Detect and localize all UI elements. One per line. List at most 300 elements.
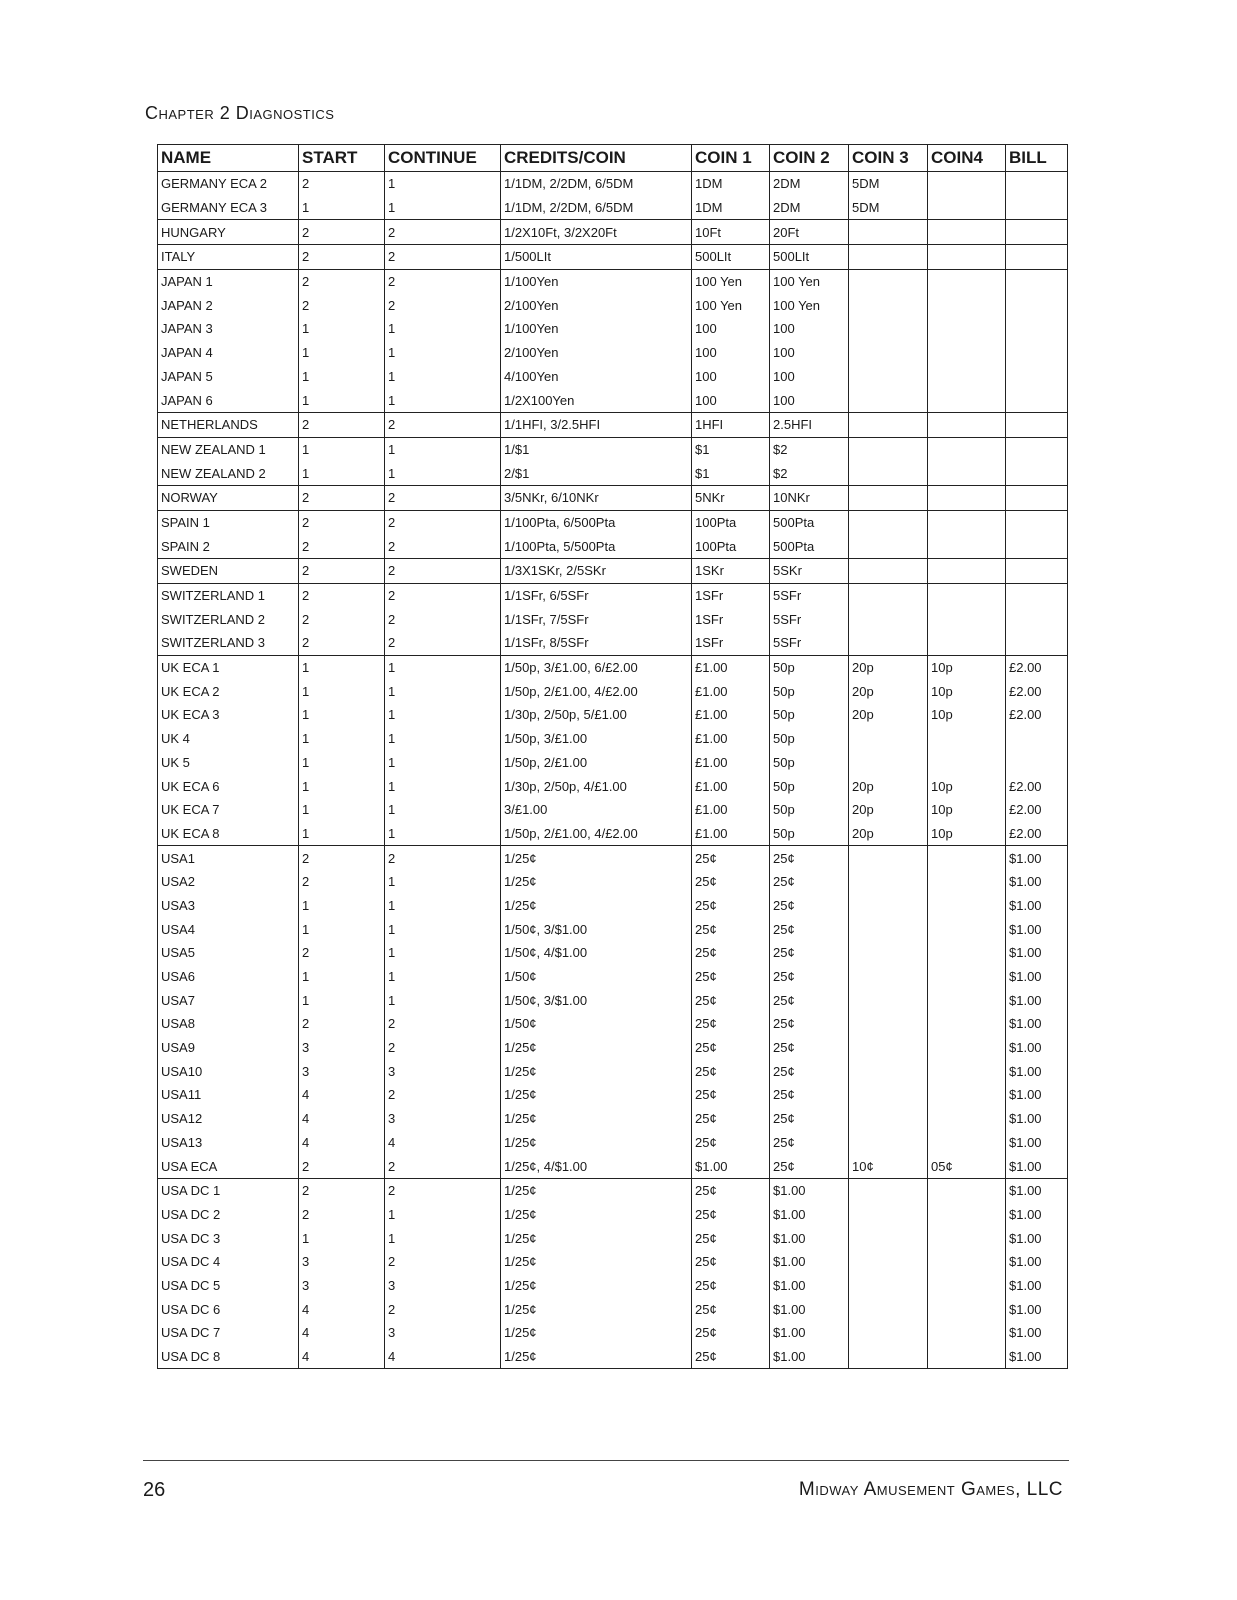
- start-cell: 1: [299, 679, 385, 703]
- coin-4-cell: 10p: [928, 798, 1006, 822]
- coin-1-cell: 5NKr: [692, 485, 770, 510]
- coin-1-cell: £1.00: [692, 774, 770, 798]
- coin-4-cell: [928, 1250, 1006, 1274]
- coin-3-cell: [849, 510, 928, 534]
- coin-2-cell: $1.00: [770, 1321, 849, 1345]
- coin-2-cell: 50p: [770, 774, 849, 798]
- coin-3-cell: [849, 341, 928, 365]
- credits-cell: 3/5NKr, 6/10NKr: [501, 485, 692, 510]
- coin-3-cell: 20p: [849, 774, 928, 798]
- credits-cell: 1/2X10Ft, 3/2X20Ft: [501, 220, 692, 245]
- coin-1-cell: 25¢: [692, 1083, 770, 1107]
- bill-cell: [1006, 485, 1068, 510]
- credits-cell: 1/25¢: [501, 1321, 692, 1345]
- start-cell: 2: [299, 559, 385, 584]
- coin-4-cell: 10p: [928, 822, 1006, 846]
- coin-3-cell: [849, 412, 928, 437]
- coin-4-cell: [928, 172, 1006, 196]
- coin-1-cell: £1.00: [692, 655, 770, 679]
- name-cell: JAPAN 4: [158, 341, 299, 365]
- name-cell: SPAIN 1: [158, 510, 299, 534]
- name-cell: UK ECA 8: [158, 822, 299, 846]
- continue-cell: 2: [385, 534, 501, 558]
- coin-1-cell: 25¢: [692, 1250, 770, 1274]
- table-row: [158, 1059, 1068, 1083]
- table-row: [158, 1012, 1068, 1036]
- credits-cell: 1/30p, 2/50p, 5/£1.00: [501, 703, 692, 727]
- coin-1-cell: 25¢: [692, 1345, 770, 1369]
- coin-2-cell: 50p: [770, 798, 849, 822]
- name-cell: USA3: [158, 894, 299, 918]
- bill-cell: [1006, 461, 1068, 485]
- coin-1-cell: £1.00: [692, 679, 770, 703]
- continue-cell: 2: [385, 559, 501, 584]
- continue-cell: 1: [385, 965, 501, 989]
- start-cell: 1: [299, 461, 385, 485]
- name-cell: HUNGARY: [158, 220, 299, 245]
- coin-1-cell: 25¢: [692, 1012, 770, 1036]
- table-row: [158, 365, 1068, 389]
- coin-1-cell: 100: [692, 365, 770, 389]
- coin-2-cell: 25¢: [770, 1154, 849, 1178]
- start-cell: 2: [299, 510, 385, 534]
- continue-cell: 1: [385, 751, 501, 775]
- coin-2-cell: $1.00: [770, 1345, 849, 1369]
- coin-2-cell: 25¢: [770, 870, 849, 894]
- credits-cell: 1/50¢: [501, 965, 692, 989]
- continue-cell: 1: [385, 461, 501, 485]
- credits-cell: 1/2X100Yen: [501, 388, 692, 412]
- continue-cell: 2: [385, 1012, 501, 1036]
- coin-4-cell: [928, 917, 1006, 941]
- credits-cell: 1/$1: [501, 437, 692, 461]
- credits-cell: 1/50¢, 3/$1.00: [501, 917, 692, 941]
- coin-1-cell: £1.00: [692, 727, 770, 751]
- bill-cell: £2.00: [1006, 774, 1068, 798]
- start-cell: 1: [299, 917, 385, 941]
- bill-cell: $1.00: [1006, 1059, 1068, 1083]
- coin-4-cell: [928, 412, 1006, 437]
- coin-2-cell: $1.00: [770, 1226, 849, 1250]
- name-cell: NEW ZEALAND 2: [158, 461, 299, 485]
- bill-cell: [1006, 341, 1068, 365]
- coin-2-cell: $2: [770, 461, 849, 485]
- continue-cell: 1: [385, 1226, 501, 1250]
- table-row: [158, 559, 1068, 584]
- table-row: [158, 1131, 1068, 1155]
- bill-cell: $1.00: [1006, 988, 1068, 1012]
- credits-cell: 1/50¢, 4/$1.00: [501, 941, 692, 965]
- table-row: [158, 631, 1068, 655]
- coin-2-cell: 100: [770, 365, 849, 389]
- coin-1-cell: 25¢: [692, 965, 770, 989]
- coin-2-cell: 25¢: [770, 1131, 849, 1155]
- coin-2-cell: 100: [770, 341, 849, 365]
- continue-cell: 2: [385, 220, 501, 245]
- bill-cell: $1.00: [1006, 1178, 1068, 1202]
- credits-cell: 3/£1.00: [501, 798, 692, 822]
- start-cell: 4: [299, 1131, 385, 1155]
- credits-cell: 1/1DM, 2/2DM, 6/5DM: [501, 196, 692, 220]
- bill-cell: $1.00: [1006, 1154, 1068, 1178]
- table-header-row: [158, 145, 1068, 172]
- continue-cell: 1: [385, 388, 501, 412]
- table-row: [158, 196, 1068, 220]
- coin-4-cell: [928, 293, 1006, 317]
- credits-cell: 1/25¢: [501, 846, 692, 870]
- column-header-coin-1: COIN 1: [692, 145, 770, 172]
- credits-cell: 1/500LIt: [501, 245, 692, 270]
- coin-3-cell: [849, 245, 928, 270]
- coin-2-cell: 25¢: [770, 917, 849, 941]
- table-row: [158, 534, 1068, 558]
- bill-cell: [1006, 437, 1068, 461]
- coin-2-cell: $1.00: [770, 1203, 849, 1227]
- coin-2-cell: 2.5HFI: [770, 412, 849, 437]
- continue-cell: 1: [385, 870, 501, 894]
- table-row: [158, 941, 1068, 965]
- name-cell: USA13: [158, 1131, 299, 1155]
- continue-cell: 1: [385, 894, 501, 918]
- coin-4-cell: [928, 220, 1006, 245]
- continue-cell: 1: [385, 196, 501, 220]
- continue-cell: 1: [385, 341, 501, 365]
- coin-3-cell: [849, 220, 928, 245]
- coin-3-cell: [849, 1083, 928, 1107]
- coin-3-cell: 20p: [849, 679, 928, 703]
- coin-3-cell: [849, 1297, 928, 1321]
- continue-cell: 2: [385, 1297, 501, 1321]
- name-cell: UK 4: [158, 727, 299, 751]
- table-row: [158, 965, 1068, 989]
- credits-cell: 1/30p, 2/50p, 4/£1.00: [501, 774, 692, 798]
- table-row: [158, 822, 1068, 846]
- bill-cell: [1006, 269, 1068, 293]
- name-cell: USA2: [158, 870, 299, 894]
- name-cell: SPAIN 2: [158, 534, 299, 558]
- credits-cell: 1/50¢, 3/$1.00: [501, 988, 692, 1012]
- coin-2-cell: 25¢: [770, 965, 849, 989]
- name-cell: SWEDEN: [158, 559, 299, 584]
- pricing-table: [157, 144, 1068, 1369]
- name-cell: USA DC 1: [158, 1178, 299, 1202]
- bill-cell: £2.00: [1006, 655, 1068, 679]
- coin-1-cell: 25¢: [692, 917, 770, 941]
- coin-2-cell: 50p: [770, 679, 849, 703]
- name-cell: UK ECA 2: [158, 679, 299, 703]
- name-cell: USA DC 5: [158, 1274, 299, 1298]
- continue-cell: 1: [385, 822, 501, 846]
- table-row: [158, 1274, 1068, 1298]
- coin-3-cell: [849, 1274, 928, 1298]
- bill-cell: $1.00: [1006, 846, 1068, 870]
- coin-4-cell: [928, 196, 1006, 220]
- coin-3-cell: [849, 1036, 928, 1060]
- coin-1-cell: 1SFr: [692, 607, 770, 631]
- credits-cell: 1/25¢: [501, 1083, 692, 1107]
- start-cell: 1: [299, 196, 385, 220]
- credits-cell: 1/25¢: [501, 870, 692, 894]
- continue-cell: 1: [385, 941, 501, 965]
- bill-cell: [1006, 196, 1068, 220]
- coin-4-cell: [928, 461, 1006, 485]
- start-cell: 2: [299, 293, 385, 317]
- coin-3-cell: [849, 965, 928, 989]
- continue-cell: 2: [385, 293, 501, 317]
- start-cell: 1: [299, 1226, 385, 1250]
- coin-1-cell: 25¢: [692, 1321, 770, 1345]
- coin-1-cell: 25¢: [692, 870, 770, 894]
- credits-cell: 1/50p, 3/£1.00: [501, 727, 692, 751]
- start-cell: 3: [299, 1274, 385, 1298]
- coin-1-cell: $1.00: [692, 1154, 770, 1178]
- bill-cell: [1006, 751, 1068, 775]
- table-row: [158, 607, 1068, 631]
- coin-2-cell: 25¢: [770, 1012, 849, 1036]
- coin-1-cell: 25¢: [692, 1036, 770, 1060]
- coin-4-cell: [928, 485, 1006, 510]
- coin-4-cell: [928, 1274, 1006, 1298]
- coin-2-cell: 100 Yen: [770, 293, 849, 317]
- coin-4-cell: [928, 1107, 1006, 1131]
- start-cell: 2: [299, 1178, 385, 1202]
- column-header-name: NAME: [158, 145, 299, 172]
- bill-cell: [1006, 365, 1068, 389]
- coin-1-cell: 25¢: [692, 1297, 770, 1321]
- continue-cell: 3: [385, 1321, 501, 1345]
- coin-3-cell: [849, 1203, 928, 1227]
- coin-1-cell: 25¢: [692, 1203, 770, 1227]
- bill-cell: $1.00: [1006, 1250, 1068, 1274]
- continue-cell: 2: [385, 1154, 501, 1178]
- start-cell: 2: [299, 485, 385, 510]
- bill-cell: $1.00: [1006, 870, 1068, 894]
- start-cell: 3: [299, 1036, 385, 1060]
- coin-1-cell: 100: [692, 341, 770, 365]
- coin-4-cell: [928, 894, 1006, 918]
- coin-3-cell: [849, 870, 928, 894]
- start-cell: 2: [299, 631, 385, 655]
- coin-1-cell: 100 Yen: [692, 293, 770, 317]
- continue-cell: 2: [385, 583, 501, 607]
- coin-1-cell: £1.00: [692, 751, 770, 775]
- name-cell: USA DC 8: [158, 1345, 299, 1369]
- start-cell: 1: [299, 727, 385, 751]
- coin-3-cell: [849, 437, 928, 461]
- coin-4-cell: [928, 559, 1006, 584]
- continue-cell: 4: [385, 1345, 501, 1369]
- coin-3-cell: [849, 559, 928, 584]
- coin-3-cell: 20p: [849, 655, 928, 679]
- credits-cell: 1/25¢: [501, 1250, 692, 1274]
- start-cell: 1: [299, 822, 385, 846]
- page-number: 26: [143, 1479, 166, 1501]
- coin-4-cell: [928, 245, 1006, 270]
- coin-4-cell: [928, 846, 1006, 870]
- table-row: [158, 485, 1068, 510]
- coin-2-cell: 5SKr: [770, 559, 849, 584]
- coin-1-cell: $1: [692, 437, 770, 461]
- name-cell: USA DC 7: [158, 1321, 299, 1345]
- coin-2-cell: 5SFr: [770, 631, 849, 655]
- bill-cell: [1006, 412, 1068, 437]
- credits-cell: 1/25¢: [501, 1059, 692, 1083]
- bill-cell: $1.00: [1006, 1297, 1068, 1321]
- coin-1-cell: $1: [692, 461, 770, 485]
- name-cell: JAPAN 5: [158, 365, 299, 389]
- coin-4-cell: 05¢: [928, 1154, 1006, 1178]
- name-cell: NEW ZEALAND 1: [158, 437, 299, 461]
- coin-1-cell: 1SFr: [692, 583, 770, 607]
- name-cell: USA12: [158, 1107, 299, 1131]
- name-cell: UK ECA 6: [158, 774, 299, 798]
- start-cell: 1: [299, 388, 385, 412]
- name-cell: GERMANY ECA 2: [158, 172, 299, 196]
- credits-cell: 1/50p, 3/£1.00, 6/£2.00: [501, 655, 692, 679]
- bill-cell: $1.00: [1006, 965, 1068, 989]
- coin-4-cell: [928, 1036, 1006, 1060]
- bill-cell: $1.00: [1006, 941, 1068, 965]
- name-cell: USA DC 2: [158, 1203, 299, 1227]
- continue-cell: 1: [385, 679, 501, 703]
- coin-2-cell: 25¢: [770, 894, 849, 918]
- coin-3-cell: [849, 269, 928, 293]
- coin-3-cell: [849, 1131, 928, 1155]
- coin-1-cell: 1SFr: [692, 631, 770, 655]
- coin-1-cell: 10Ft: [692, 220, 770, 245]
- credits-cell: 1/25¢: [501, 1131, 692, 1155]
- name-cell: USA DC 3: [158, 1226, 299, 1250]
- publisher-name: Midway Amusement Games, LLC: [798, 1479, 1063, 1500]
- continue-cell: 1: [385, 703, 501, 727]
- coin-3-cell: 10¢: [849, 1154, 928, 1178]
- continue-cell: 2: [385, 1250, 501, 1274]
- continue-cell: 2: [385, 631, 501, 655]
- bill-cell: $1.00: [1006, 1083, 1068, 1107]
- coin-3-cell: [849, 461, 928, 485]
- coin-3-cell: [849, 365, 928, 389]
- bill-cell: [1006, 583, 1068, 607]
- credits-cell: 1/25¢: [501, 1203, 692, 1227]
- coin-3-cell: 5DM: [849, 172, 928, 196]
- credits-cell: 1/25¢: [501, 1178, 692, 1202]
- coin-2-cell: 50p: [770, 751, 849, 775]
- coin-2-cell: 500Pta: [770, 534, 849, 558]
- bill-cell: $1.00: [1006, 1107, 1068, 1131]
- credits-cell: 1/100Pta, 6/500Pta: [501, 510, 692, 534]
- start-cell: 1: [299, 774, 385, 798]
- start-cell: 4: [299, 1083, 385, 1107]
- bill-cell: $1.00: [1006, 917, 1068, 941]
- bill-cell: [1006, 631, 1068, 655]
- start-cell: 4: [299, 1345, 385, 1369]
- coin-1-cell: 25¢: [692, 1131, 770, 1155]
- column-header-coin-4: COIN4: [928, 145, 1006, 172]
- coin-4-cell: [928, 1178, 1006, 1202]
- start-cell: 2: [299, 245, 385, 270]
- table-row: [158, 798, 1068, 822]
- start-cell: 1: [299, 655, 385, 679]
- credits-cell: 1/25¢: [501, 1297, 692, 1321]
- continue-cell: 3: [385, 1059, 501, 1083]
- table-row: [158, 870, 1068, 894]
- credits-cell: 1/50¢: [501, 1012, 692, 1036]
- bill-cell: $1.00: [1006, 1131, 1068, 1155]
- coin-1-cell: 100: [692, 317, 770, 341]
- credits-cell: 1/50p, 2/£1.00, 4/£2.00: [501, 679, 692, 703]
- coin-4-cell: [928, 583, 1006, 607]
- coin-1-cell: 1HFI: [692, 412, 770, 437]
- coin-2-cell: 100: [770, 317, 849, 341]
- coin-4-cell: 10p: [928, 679, 1006, 703]
- coin-2-cell: 50p: [770, 703, 849, 727]
- coin-3-cell: [849, 894, 928, 918]
- name-cell: USA ECA: [158, 1154, 299, 1178]
- coin-2-cell: 100 Yen: [770, 269, 849, 293]
- coin-4-cell: [928, 1203, 1006, 1227]
- continue-cell: 1: [385, 988, 501, 1012]
- name-cell: UK ECA 3: [158, 703, 299, 727]
- coin-4-cell: [928, 1297, 1006, 1321]
- table-row: [158, 583, 1068, 607]
- table-row: [158, 846, 1068, 870]
- credits-cell: 1/25¢: [501, 1274, 692, 1298]
- coin-2-cell: 25¢: [770, 1083, 849, 1107]
- coin-4-cell: [928, 388, 1006, 412]
- name-cell: GERMANY ECA 3: [158, 196, 299, 220]
- start-cell: 2: [299, 846, 385, 870]
- bill-cell: £2.00: [1006, 703, 1068, 727]
- name-cell: USA9: [158, 1036, 299, 1060]
- name-cell: UK ECA 1: [158, 655, 299, 679]
- start-cell: 2: [299, 941, 385, 965]
- table-row: [158, 1154, 1068, 1178]
- name-cell: UK 5: [158, 751, 299, 775]
- bill-cell: [1006, 727, 1068, 751]
- continue-cell: 2: [385, 1083, 501, 1107]
- coin-1-cell: 25¢: [692, 941, 770, 965]
- footer-divider: [143, 1460, 1069, 1461]
- coin-2-cell: 25¢: [770, 1107, 849, 1131]
- start-cell: 1: [299, 437, 385, 461]
- credits-cell: 1/100Yen: [501, 317, 692, 341]
- credits-cell: 1/25¢: [501, 1036, 692, 1060]
- table-row: [158, 988, 1068, 1012]
- column-header-continue: CONTINUE: [385, 145, 501, 172]
- coin-4-cell: [928, 341, 1006, 365]
- coin-1-cell: 25¢: [692, 1059, 770, 1083]
- name-cell: NORWAY: [158, 485, 299, 510]
- start-cell: 1: [299, 988, 385, 1012]
- coin-4-cell: [928, 317, 1006, 341]
- start-cell: 1: [299, 798, 385, 822]
- table-row: [158, 751, 1068, 775]
- table-row: [158, 412, 1068, 437]
- coin-4-cell: [928, 751, 1006, 775]
- table-row: [158, 1226, 1068, 1250]
- coin-4-cell: 10p: [928, 774, 1006, 798]
- coin-1-cell: 100Pta: [692, 534, 770, 558]
- start-cell: 2: [299, 583, 385, 607]
- table-row: [158, 1036, 1068, 1060]
- bill-cell: £2.00: [1006, 679, 1068, 703]
- start-cell: 3: [299, 1250, 385, 1274]
- coin-3-cell: [849, 988, 928, 1012]
- start-cell: 2: [299, 412, 385, 437]
- column-header-bill: BILL: [1006, 145, 1068, 172]
- table-row: [158, 1321, 1068, 1345]
- table-row: [158, 1250, 1068, 1274]
